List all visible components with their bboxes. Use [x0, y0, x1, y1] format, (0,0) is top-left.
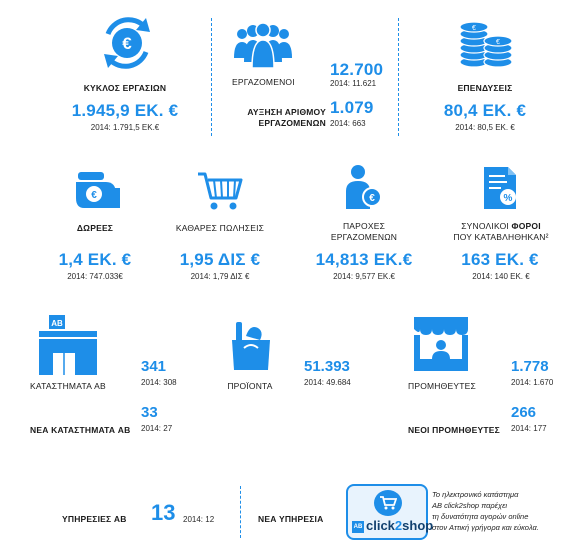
- donations-value: 1,4 ΕΚ. €: [58, 250, 132, 269]
- desc-line3: τη δυνατότητα αγορών online: [432, 512, 529, 521]
- taxes-label-line2: ΠΟΥ ΚΑΤΑΒΛΗΘΗΚΑΝ²: [453, 232, 549, 242]
- employees-increase-value: 1.079: [330, 98, 374, 117]
- new-stores-prev: 2014: 27: [141, 424, 173, 433]
- new-service-description: [432, 489, 539, 533]
- desc-line1: Το ηλεκτρονικό κατάστημα: [432, 490, 519, 499]
- benefits-label-line1: ΠΑΡΟΧΕΣ: [342, 221, 386, 231]
- euro-cycle-icon: [96, 12, 158, 74]
- shopping-cart-icon: [196, 170, 244, 212]
- services-value: 13: [151, 500, 176, 525]
- investments-value: 80,4 ΕΚ. €: [443, 101, 527, 120]
- store-building-icon: [37, 313, 99, 375]
- divider: [240, 486, 241, 538]
- svg-text:€: €: [472, 25, 476, 32]
- svg-text:%: %: [503, 193, 513, 204]
- ab-badge: AB: [352, 521, 364, 533]
- new-suppliers-value: 266: [511, 404, 537, 421]
- products-value: 51.393: [304, 358, 350, 375]
- products-prev: 2014: 49.684: [304, 378, 351, 387]
- suppliers-value: 1.778: [511, 358, 549, 375]
- hand-coin-icon: [72, 166, 122, 214]
- svg-text:€: €: [122, 34, 132, 53]
- employees-increase-label: [214, 107, 326, 129]
- employees-increase-label-line1: ΑΥΞΗΣΗ ΑΡΙΘΜΟΥ: [247, 107, 326, 117]
- stores-label: ΚΑΤΑΣΤΗΜΑΤΑ AB: [30, 381, 106, 391]
- divider: [398, 18, 399, 136]
- benefits-value: 14,813 ΕΚ.€: [315, 250, 413, 269]
- taxes-label-line1: [436, 221, 566, 232]
- new-suppliers-label: ΝΕΟΙ ΠΡΟΜΗΘΕΥΤΕΣ: [408, 425, 500, 435]
- turnover-label: ΚΥΚΛΟΣ ΕΡΓΑΣΙΩΝ: [83, 83, 167, 93]
- products-label: ΠΡΟΪΟΝΤΑ: [227, 381, 273, 391]
- net-sales-value: 1,95 ΔΙΣ €: [179, 250, 261, 269]
- desc-line2: ΑΒ click2shop παρέχει: [432, 501, 508, 510]
- people-group-icon: [232, 22, 294, 68]
- svg-text:€: €: [496, 39, 500, 46]
- benefits-prev: 2014: 9,577 ΕΚ.€: [333, 272, 395, 281]
- benefits-label-line2: ΕΡΓΑΖΟΜΕΝΩΝ: [330, 232, 398, 242]
- turnover-value: 1.945,9 ΕΚ. €: [71, 101, 179, 120]
- services-prev: 2014: 12: [183, 515, 215, 524]
- divider: [211, 18, 212, 136]
- taxes-prev: 2014: 140 ΕΚ. €: [472, 272, 530, 281]
- taxes-label-bold: ΦΟΡΟΙ: [511, 221, 541, 231]
- suppliers-prev: 2014: 1.670: [511, 378, 554, 387]
- employees-increase-label-line2: ΕΡΓΑΖΟΜΕΝΩΝ: [258, 118, 326, 128]
- wordmark-2: 2: [394, 518, 403, 533]
- employees-increase-prev: 2014: 663: [330, 119, 366, 128]
- click2shop-logo: [346, 484, 434, 540]
- investments-label: ΕΠΕΝΔΥΣΕΙΣ: [457, 83, 513, 93]
- employees-label: ΕΡΓΑΖΟΜΕΝΟΙ: [232, 77, 295, 87]
- employees-prev: 2014: 11.621: [330, 79, 377, 88]
- investments-prev: 2014: 80,5 ΕΚ. €: [455, 123, 515, 132]
- taxes-value: 163 ΕΚ. €: [461, 250, 539, 269]
- new-suppliers-prev: 2014: 177: [511, 424, 547, 433]
- donations-prev: 2014: 747.033€: [67, 272, 123, 281]
- coin-stack-icon: [454, 18, 518, 68]
- new-service-label: ΝΕΑ ΥΠΗΡΕΣΙΑ: [258, 514, 324, 524]
- new-stores-value: 33: [141, 404, 158, 421]
- taxes-label: [436, 221, 566, 243]
- suppliers-label: ΠΡΟΜΗΘΕΥΤΕΣ: [408, 381, 476, 391]
- donations-label: ΔΩΡΕΕΣ: [76, 223, 114, 233]
- svg-text:AB: AB: [51, 319, 63, 328]
- tax-document-icon: [482, 165, 522, 211]
- new-stores-label: ΝΕΑ ΚΑΤΑΣΤΗΜΑΤΑ AB: [30, 425, 131, 435]
- benefits-label: [304, 221, 424, 243]
- net-sales-label: ΚΑΘΑΡΕΣ ΠΩΛΗΣΕΙΣ: [175, 223, 265, 233]
- stores-prev: 2014: 308: [141, 378, 177, 387]
- svg-text:€: €: [91, 190, 97, 201]
- wordmark-click: click: [366, 518, 395, 533]
- person-coin-icon: [344, 163, 384, 211]
- wordmark-shop: shop: [402, 518, 434, 533]
- taxes-label-prefix: ΣΥΝΟΛΙΚΟΙ: [461, 221, 512, 231]
- click2shop-wordmark: [366, 518, 433, 533]
- cart-badge: [374, 490, 402, 516]
- employees-value: 12.700: [330, 60, 384, 79]
- net-sales-prev: 2014: 1,79 ΔΙΣ €: [190, 272, 250, 281]
- grocery-bag-icon: [230, 318, 272, 372]
- vendor-stand-icon: [410, 313, 472, 373]
- cart-icon: [379, 496, 397, 510]
- stores-value: 341: [141, 358, 167, 375]
- svg-text:€: €: [369, 193, 375, 204]
- services-label: ΥΠΗΡΕΣΙΕΣ AB: [62, 514, 127, 524]
- desc-line4: στον Αττική γρήγορα και εύκολα.: [432, 523, 539, 532]
- turnover-prev: 2014: 1.791,5 ΕΚ.€: [90, 123, 160, 132]
